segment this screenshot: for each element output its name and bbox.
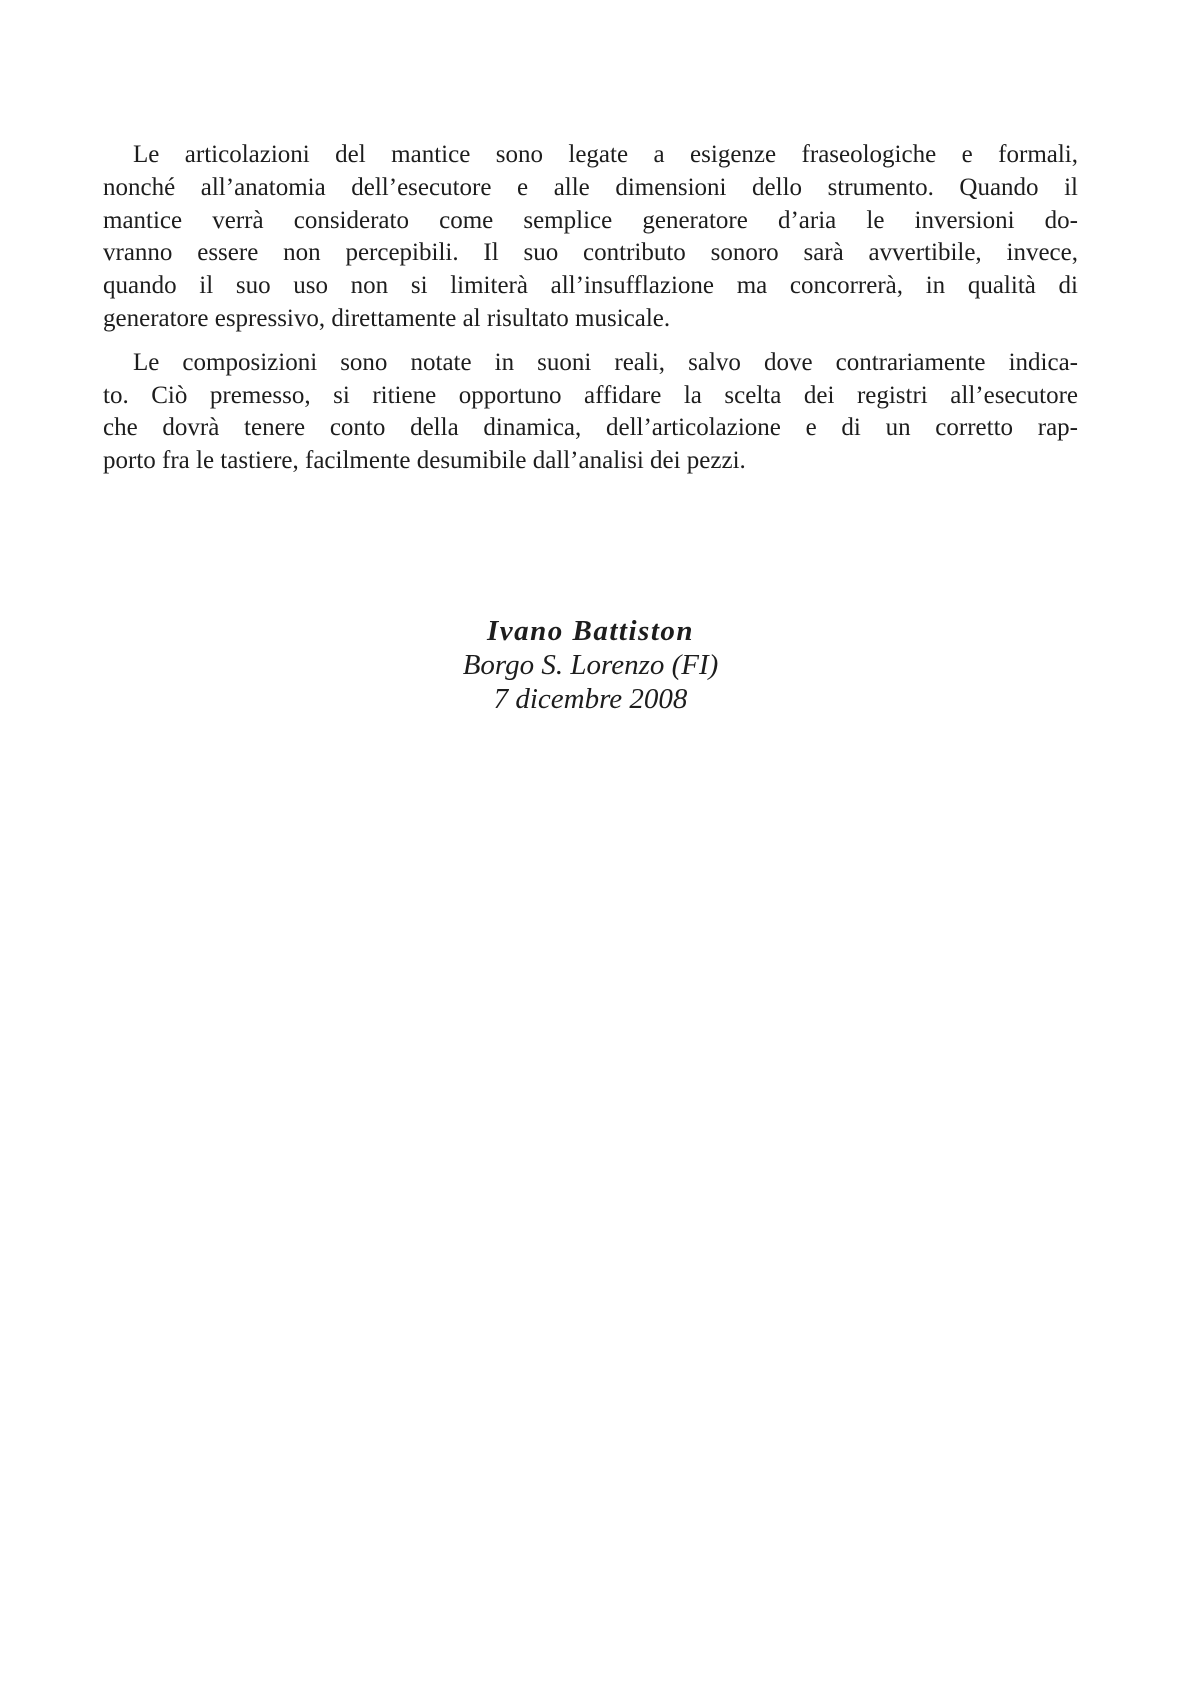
text-line: nonché all’anatomia dell’esecutore e alle dimensioni dello strumento. Quando il <box>103 173 1078 201</box>
signature-name: Ivano Battiston <box>486 615 695 647</box>
text-line: mantice verrà considerato come semplice generatore d’aria le inversioni do- <box>103 206 1078 234</box>
signature-place: Borgo S. Lorenzo (FI) <box>462 649 719 681</box>
paragraph-bellows <box>103 139 1078 336</box>
text-line: Le composizioni sono notate in suoni reali, salvo dove contrariamente indica- <box>133 348 1078 376</box>
body-text <box>103 139 1078 478</box>
text-line: porto fra le tastiere, facilmente desumibile dall’analisi dei pezzi. <box>103 447 746 475</box>
text-line: vranno essere non percepibili. Il suo contributo sonoro sarà avvertibile, invece, <box>103 239 1078 267</box>
text-line: Le articolazioni del mantice sono legate a esigenze fraseologiche e formali, <box>133 141 1078 168</box>
paragraph-registers <box>103 347 1078 478</box>
signature-block <box>103 614 1078 716</box>
text-line: to. Ciò premesso, si ritiene opportuno affidare la scelta dei registri all’esecutore <box>103 381 1078 409</box>
signature-date: 7 dicembre 2008 <box>493 683 688 715</box>
text-line: generatore espressivo, direttamente al risultato musicale. <box>103 304 671 332</box>
text-line: che dovrà tenere conto della dinamica, dell’articolazione e di un corretto rap- <box>103 414 1078 442</box>
text-line: quando il suo uso non si limiterà all’insufflazione ma concorrerà, in qualità di <box>103 272 1078 300</box>
